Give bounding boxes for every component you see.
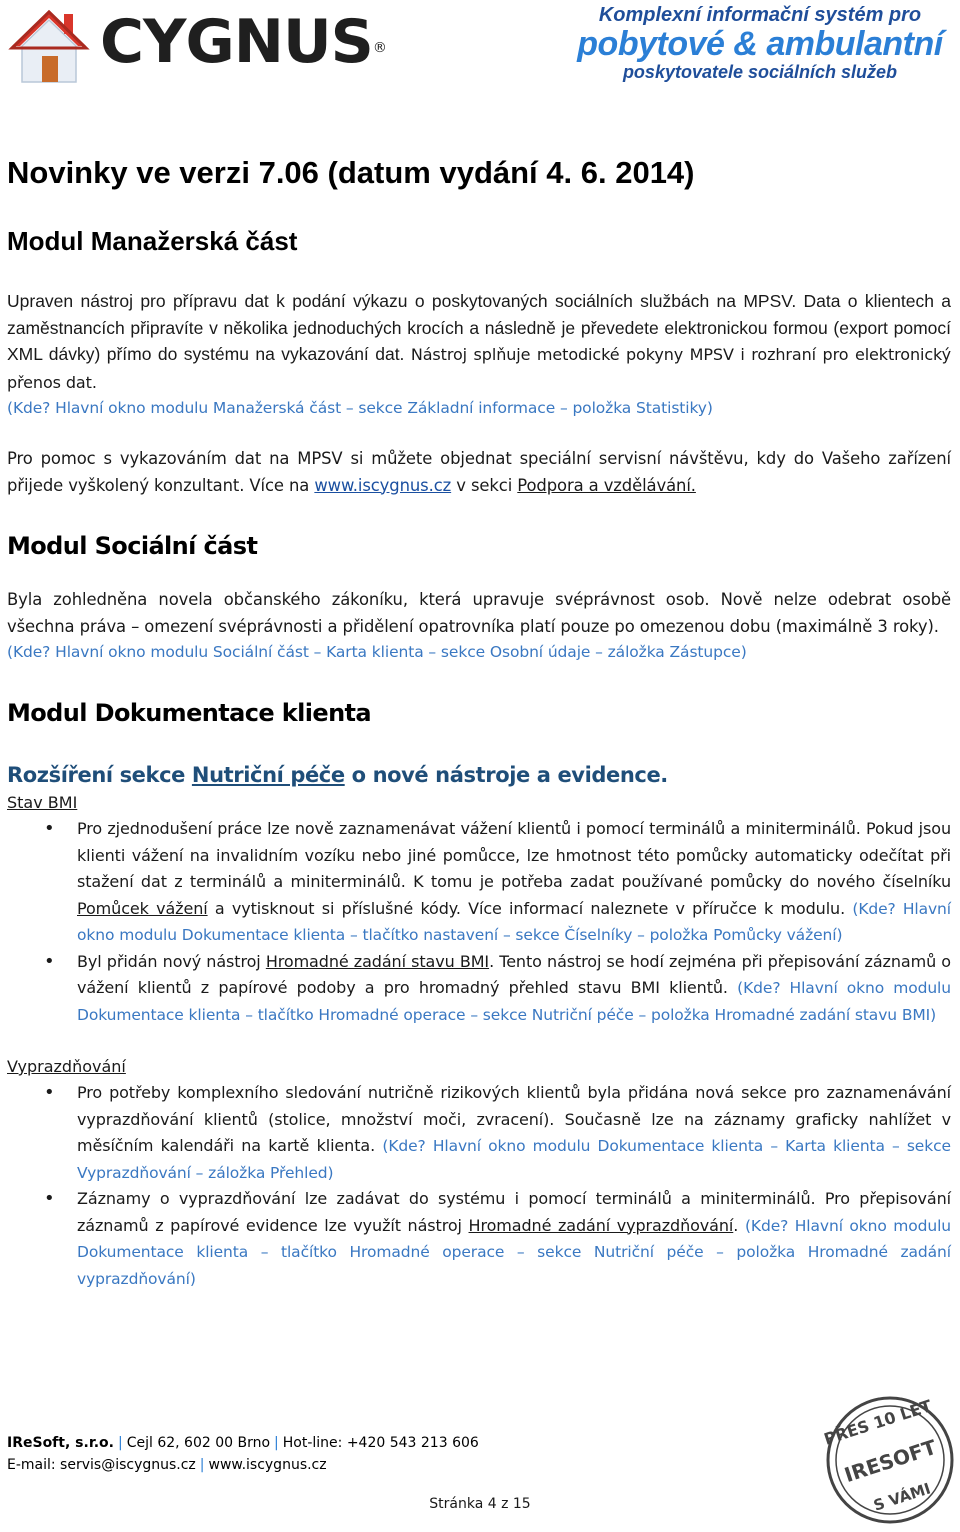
page-footer: IReSoft, s.r.o. | Cejl 62, 602 00 Brno | Hot-line: +420 543 213 606 E-mail: servis@iscygnus.cz | www.iscygnus.cz	[7, 1435, 479, 1473]
list-item: • Záznamy o vyprazdňování lze zadávat do systému i pomocí terminálů a miniterminálů. Pro přepisování záznamů z papírové evidence lze využít nástroj Hromadné zadání vyprazdňování. (Kde? Hlavní okno modulu Dokumentace klienta – tlačítko Hromadné operace – sekce Nutriční péče – položka Hromadné zadání vyprazdňování)	[77, 1186, 951, 1292]
section-heading-socialni: Modul Sociální část	[7, 532, 258, 560]
tagline	[572, 4, 948, 82]
location-hint-statistiky: (Kde? Hlavní okno modulu Manažerská část – sekce Základní informace – položka Statistiky)	[7, 399, 713, 417]
tagline-line-3: poskytovatele sociálních služeb	[622, 62, 898, 82]
footer-web[interactable]: www.iscygnus.cz	[208, 1457, 327, 1473]
bullet-list-bmi	[7, 816, 951, 1028]
tagline-line-2: pobytové & ambulantní	[577, 25, 943, 63]
link-podpora[interactable]: Podpora a vzdělávání.	[517, 475, 696, 495]
seal-middle-text: IRESOFT	[841, 1434, 940, 1488]
link-iscygnus[interactable]: www.iscygnus.cz	[314, 475, 452, 495]
footer-company: IReSoft, s.r.o.	[7, 1435, 114, 1451]
label-vyprazdnovani: Vyprazdňování	[7, 1057, 126, 1076]
tagline-line-1: Komplexní informační systém pro	[598, 4, 922, 26]
paragraph-servisni-navsteva: Pro pomoc s vykazováním dat na MPSV si můžete objednat speciální servisní návštěvu, kdy do Vašeho zařízení přijede vyškolený konzultant. Více na www.iscygnus.cz v sekci Podpora a vzdělávání.	[7, 449, 951, 495]
page-number: Stránka 4 z 15	[429, 1496, 531, 1512]
link-hromadne-vyprazdnovani[interactable]: Hromadné zadání vyprazdňování	[468, 1215, 734, 1235]
page-title: Novinky ve verzi 7.06 (datum vydání 4. 6. 2014)	[7, 155, 695, 190]
brand-logo: CYGNUS®	[100, 7, 386, 77]
label-stav-bmi: Stav BMI	[7, 793, 78, 812]
list-item: • Pro zjednodušení práce lze nově zaznamenávat vážení klientů i pomocí terminálů a miniterminálů. Pokud jsou klienti vážení na invalidním vozíku nebo jiné pomůcce, lze hmotnost této pomůcky automaticky odečítat při stažení dat z terminálů a miniterminálů. K tomu je potřeba zadat používané pomůcky do nového číselníku Pomůcek vážení a vytisknout si příslušné kódy. Více informací naleznete v příručce k modulu. (Kde? Hlavní okno modulu Dokumentace klienta – tlačítko nastavení – sekce Číselníky – položka Pomůcky vážení)	[77, 816, 951, 949]
list-item: • Byl přidán nový nástroj Hromadné zadání stavu BMI. Tento nástroj se hodí zejména při přepisování záznamů o vážení klientů z papírové podoby a pro hromadný přehled stavu BMI klientů. (Kde? Hlavní okno modulu Dokumentace klienta – tlačítko Hromadné operace – sekce Nutriční péče – položka Hromadné zadání stavu BMI)	[77, 949, 951, 1029]
bullet-list-vyprazdnovani	[7, 1080, 951, 1292]
link-pomucek-vazeni[interactable]: Pomůcek vážení	[77, 898, 208, 918]
link-nutricni-pece[interactable]: Nutriční péče	[191, 763, 345, 787]
section-heading-manazerska: Modul Manažerská část	[7, 226, 298, 256]
list-item: • Pro potřeby komplexního sledování nutričně rizikových klientů byla přidána nová sekce pro zaznamenávání vyprazdňování klientů (stolice, množství moči, zvracení). Současně lze na záznamy graficky nahlížet v měsíčním kalendáři na kartě klienta. (Kde? Hlavní okno modulu Dokumentace klienta – Karta klienta – sekce Vyprazdňování – záložka Přehled)	[77, 1080, 951, 1186]
footer-hotline: Hot-line: +420 543 213 606	[282, 1435, 479, 1451]
footer-address: Cejl 62, 602 00 Brno	[126, 1435, 271, 1451]
paragraph-obcansky-zakonik: Byla zohledněna novela občanského zákoníku, která upravuje svéprávnost osob. Nově nelze odebrat osobě všechna práva – omezení svéprávnosti a přidělení opatrovníka platí pouze po omezenou dobu (maximálně 3 roky).	[7, 590, 951, 636]
page-header	[0, 0, 960, 95]
subsection-nutricni-pece: Rozšíření sekce Nutriční péče o nové nástroje a evidence.	[7, 763, 668, 787]
seal-bottom-text: S VÁMI	[871, 1479, 933, 1515]
footer-email: E-mail: servis@iscygnus.cz	[7, 1457, 196, 1473]
house-logo-icon	[6, 2, 92, 88]
seal-top-text: PŘES 10 LET	[822, 1396, 934, 1449]
section-heading-dokumentace: Modul Dokumentace klienta	[7, 699, 372, 727]
document-body	[7, 152, 951, 1292]
link-hromadne-bmi[interactable]: Hromadné zadání stavu BMI	[265, 951, 490, 971]
iresoft-seal-icon	[822, 1392, 958, 1528]
paragraph-mpsv-export: Upraven nástroj pro přípravu dat k podání výkazu o poskytovaných sociálních službách na MPSV. Data o klientech a zaměstnancích připravíte v několika jednoduchých krocích a následně je převedete elektronickou formou (export pomocí XML dávky) přímo do systému na vykazování dat. Nástroj splňuje metodické pokyny MPSV i rozhraní pro elektronický přenos dat.	[7, 291, 951, 392]
location-hint-zastupce: (Kde? Hlavní okno modulu Sociální část – Karta klienta – sekce Osobní údaje – záložka Zástupce)	[7, 643, 747, 661]
